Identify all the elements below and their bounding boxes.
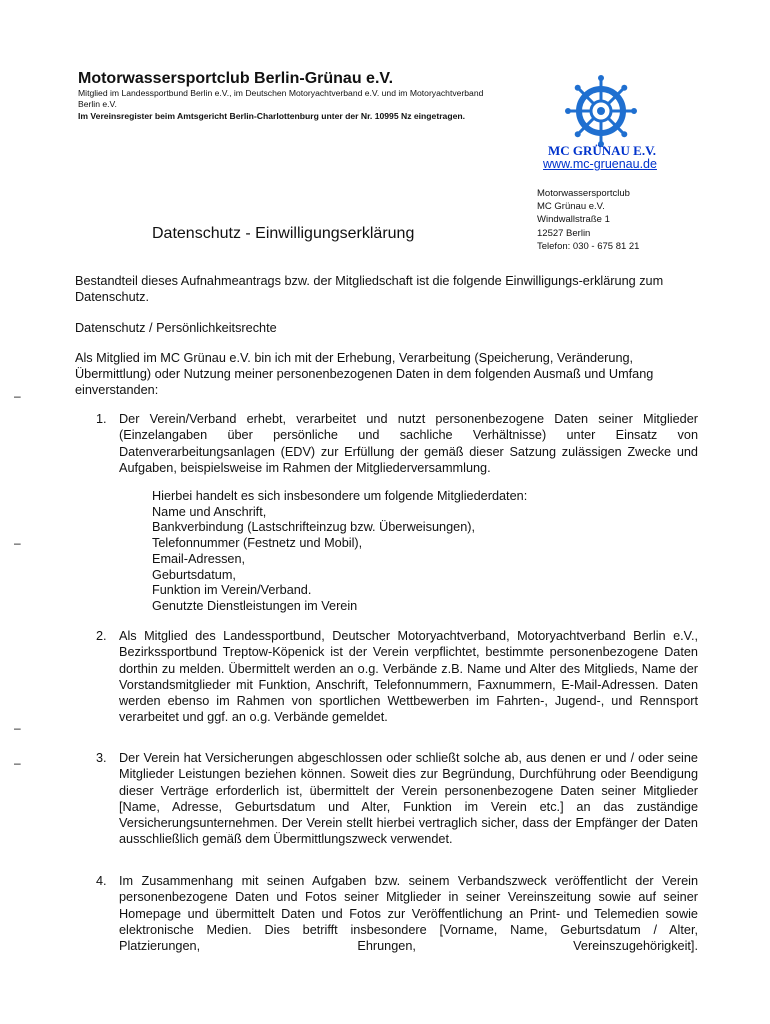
list-item <box>96 411 698 476</box>
margin-mark: – <box>14 536 21 550</box>
item-number: 1. <box>96 412 107 426</box>
data-list-item: Funktion im Verein/Verband. <box>152 583 312 598</box>
data-list-item: Email-Adressen, <box>152 551 246 566</box>
consent-paragraph: Als Mitglied im MC Grünau e.V. bin ich mit der Erhebung, Verarbeitung (Speicherung, Veränderung, Übermittlung) oder Nutzung meiner personenbezogenen Daten in dem folgenden Ausmaß und Umfang einverstanden: <box>75 351 654 397</box>
member-data-list <box>152 489 527 615</box>
website-link[interactable]: www.mc-gruenau.de <box>543 157 657 171</box>
document-title: Datenschutz - Einwilligungserklärung <box>152 225 415 242</box>
address-line: Windwallstraße 1 <box>537 214 610 226</box>
address-line: MC Grünau e.V. <box>537 201 605 213</box>
section-heading: Datenschutz / Persönlichkeitsrechte <box>75 321 277 335</box>
register-note: Im Vereinsregister beim Amtsgericht Berlin-Charlottenburg unter der Nr. 10995 Nz eingetragen. <box>78 111 465 121</box>
data-list-item: Telefonnummer (Festnetz und Mobil), <box>152 536 363 551</box>
data-list-item: Name und Anschrift, <box>152 504 267 519</box>
item-text: Der Verein/Verband erhebt, verarbeitet und nutzt personenbezogene Daten seiner Mitglieder (Einzelangaben über persönliche und sachliche Verhältnisse) unter Einsatz von Datenverarbeitungsanlagen (EDV) zur Erfüllung der gemäß dieser Satzung zulässigen Zwecke und Aufgaben, beispielsweise im Rahmen der Mitgliederversammlung. <box>119 412 698 475</box>
item-text: Als Mitglied des Landessportbund, Deutscher Motoryachtverband, Motoryachtverband Berlin e.V., Bezirkssportbund Treptow-Köpenick ist der Verein verpflichtet, bestimmte personenbezogene Daten dorthin zu melden. Übermittelt werden an o.g. Verbände z.B. Name und Alter des Mitglieds, Name der Vorstandsmitglieder mit Funktion, Anschrift, Telefonnummern, Faxnummern, E-Mail-Adressen. Daten werden ebenso im Rahmen von sportlichen Wettbewerben im Fahrten-, Jugend-, und Rennsport verarbeitet und ggf. an o.g. Verbände gemeldet. <box>119 629 698 725</box>
item-text: Im Zusammenhang mit seinen Aufgaben bzw. seinem Verbandszweck veröffentlicht der Verein personenbezogene Daten und Fotos seiner Mitglieder in seiner Vereinszeitung sowie auf seiner Homepage und übermittelt Daten und Fotos zur Veröffentlichung an Print- und Telemedien sowie elektronische Medien. Dies betrifft insbesondere [Vorname, Name, Geburtsdatum / Alter, Platzierungen, Ehrungen, Vereinszugehörigkeit]. <box>119 874 698 954</box>
logo-name: MC GRÜNAU E.V. <box>547 143 657 158</box>
list-item <box>96 750 698 848</box>
club-name: Motorwassersportclub Berlin-Grünau e.V. <box>78 70 394 87</box>
list-item <box>96 873 698 954</box>
data-list-heading: Hierbei handelt es sich insbesondere um folgende Mitgliederdaten: <box>152 489 528 503</box>
data-list-item: Genutzte Dienstleistungen im Verein <box>152 598 358 613</box>
list-item <box>96 628 698 726</box>
ship-wheel-icon <box>565 75 637 147</box>
item-number: 4. <box>96 874 107 888</box>
address-line: Telefon: 030 - 675 81 21 <box>537 240 640 252</box>
item-text: Der Verein hat Versicherungen abgeschlossen oder schließt solche ab, aus denen er und / oder seine Mitglieder Leistungen beziehen können. Soweit dies zur Begründung, Durchführung oder Beendigung dieser Verträge erforderlich ist, übermittelt der Verein personenbezogene Daten seiner Mitglieder [Name, Adresse, Geburtsdatum und Alter, Funktion im Verein etc.] an das zuständige Versicherungsunternehmen. Der Verein stellt hierbei vertraglich sicher, dass der Empfänger der Daten ausschließlich gemäß dem Übermittlungszweck verwendet. <box>119 751 698 847</box>
margin-mark: – <box>14 389 21 403</box>
club-address <box>537 187 639 253</box>
data-list-item: Geburtsdatum, <box>152 567 236 582</box>
margin-mark: – <box>14 756 21 770</box>
intro-paragraph: Bestandteil dieses Aufnahmeantrags bzw. der Mitgliedschaft ist die folgende Einwilligungs-erklärung zum Datenschutz. <box>75 274 664 304</box>
address-line: Motorwassersportclub <box>537 188 630 199</box>
data-list-item: Bankverbindung (Lastschrifteinzug bzw. Überweisungen), <box>152 520 476 535</box>
membership-note: Mitglied im Landessportbund Berlin e.V., im Deutschen Motoryachtverband e.V. und im Motoryachtverband Berlin e.V. <box>78 88 484 109</box>
item-number: 3. <box>96 751 107 765</box>
address-line: 12527 Berlin <box>537 227 591 239</box>
margin-mark: – <box>14 721 21 735</box>
item-number: 2. <box>96 629 107 643</box>
